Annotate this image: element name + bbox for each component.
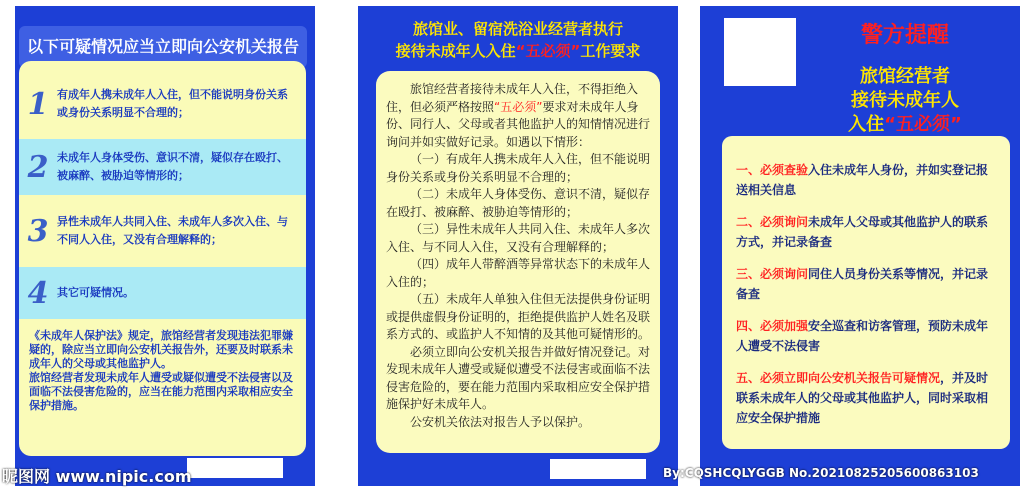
list-item bbox=[19, 267, 306, 319]
panel1-card bbox=[19, 61, 306, 456]
law-notice bbox=[29, 329, 299, 413]
rule-item bbox=[736, 160, 998, 200]
heading-quote: “五必须” bbox=[515, 42, 581, 60]
list-item bbox=[19, 139, 306, 195]
title-text: 入住 bbox=[848, 114, 885, 135]
intro-quote: “五必须” bbox=[494, 99, 543, 114]
law-paragraph: 旅馆经营者发现未成年人遭受或疑似遭受不法侵害以及面临不法侵害危险的，应当在能力范围内采取相应安全保护措施。 bbox=[29, 371, 293, 412]
case-item: （二）未成年人身体受伤、意识不清，疑似存在殴打、被麻醉、被胁迫等情形的； bbox=[386, 187, 651, 219]
panel3-card bbox=[722, 136, 1010, 449]
rule-text: 未成年人父母或其他监护人的联系方式，并记录备查 bbox=[736, 215, 989, 249]
blank-label-box bbox=[187, 458, 283, 478]
rule-item bbox=[736, 212, 998, 252]
rule-lead: 一、必须查验 bbox=[736, 163, 809, 177]
intro-text: 旅馆经营者接待未成年人入住，不得拒绝入住，但必须严格按照 bbox=[386, 82, 639, 114]
heading-text: 工作要求 bbox=[580, 42, 641, 60]
item-text: 异性未成年人共同入住、未成年人多次入住、与不同人入住，又没有合理解释的； bbox=[57, 215, 288, 246]
alert-title: 警方提醒 bbox=[860, 23, 949, 48]
panel2-heading: 旅馆业、留宿洗浴业经营者执行 bbox=[412, 20, 623, 38]
rule-text: 入住未成年人身份，并如实登记报送相关信息 bbox=[736, 163, 989, 197]
case-item: （三）异性未成年人共同入住、未成年人多次入住、与不同人入住，又没有合理解释的； bbox=[386, 222, 651, 254]
item-number: 4 bbox=[27, 275, 49, 311]
law-paragraph: 《未成年人保护法》规定，旅馆经营者发现违法犯罪嫌疑的，除应当立即向公安机关报告外，还要及时联系未成年人的父母或其他监护人。 bbox=[29, 329, 293, 370]
title-quote: “五必须” bbox=[884, 114, 962, 135]
closing-paragraph: 公安机关依法对报告人予以保护。 bbox=[410, 414, 591, 429]
watermark-right: By:CQSHCQLYGGB No.20210825205600863103 bbox=[663, 466, 979, 480]
rule-item bbox=[736, 264, 998, 304]
rule-lead: 二、必须询问 bbox=[736, 215, 809, 229]
rule-text: ，并及时联系未成年人的父母或其他监护人，同时采取相应安全保护措施 bbox=[736, 371, 989, 425]
panel1-title: 以下可疑情况应当立即向公安机关报告 bbox=[19, 26, 307, 68]
panel3-title-line bbox=[800, 110, 1010, 136]
blank-image-box bbox=[724, 18, 796, 86]
rule-text: 安全巡查和访客管理，预防未成年人遭受不法侵害 bbox=[736, 319, 989, 353]
panel2-body bbox=[386, 81, 652, 431]
list-item bbox=[19, 75, 306, 133]
item-number: 2 bbox=[27, 149, 49, 185]
intro-text: 要求对未成年人身份、同行人、父母或者其他监护人的知情情况进行询问并如实做好记录。如遇以下情形： bbox=[386, 99, 651, 149]
item-number: 3 bbox=[27, 213, 49, 249]
rule-item bbox=[736, 316, 998, 356]
blank-label-box bbox=[550, 459, 646, 479]
watermark-left: 昵图网 www.nipic.com bbox=[2, 467, 192, 486]
case-item: （一）有成年人携未成年人入住，但不能说明身份关系或身份关系明显不合理的； bbox=[386, 152, 651, 184]
item-number: 1 bbox=[27, 86, 49, 122]
panel3-title-line: 接待未成年人 bbox=[851, 90, 959, 111]
item-text: 其它可疑情况。 bbox=[57, 286, 134, 299]
poster-panel-requirements bbox=[358, 6, 678, 486]
panel2-card bbox=[376, 71, 660, 453]
item-text: 未成年人身体受伤、意识不清，疑似存在殴打、被麻醉、被胁迫等情形的； bbox=[57, 151, 288, 182]
panel3-title-line: 旅馆经营者 bbox=[860, 66, 950, 87]
closing-paragraph: 必须立即向公安机关报告并做好情况登记。对发现未成年人遭受或疑似遭受不法侵害或面临不法侵害危险的，要在能力范围内采取相应安全保护措施保护好未成年人。 bbox=[386, 344, 651, 411]
panel2-subheading bbox=[358, 40, 678, 61]
rule-lead: 五、必须立即向公安机关报告可疑情况 bbox=[736, 371, 941, 385]
case-item: （五）未成年人单独入住但无法提供身份证明或提供虚假身份证明的，拒绝提供监护人姓名及联系方式的、或监护人不知情的及其他可疑情形的。 bbox=[386, 292, 651, 341]
poster-panel-alert bbox=[700, 6, 1020, 486]
item-text: 有成年人携未成年人入住，但不能说明身份关系或身份关系明显不合理的； bbox=[57, 88, 288, 119]
poster-panel-report bbox=[15, 6, 315, 486]
rule-lead: 三、必须询问 bbox=[736, 267, 809, 281]
rule-item bbox=[736, 368, 998, 428]
intro-paragraph bbox=[386, 81, 652, 151]
rule-lead: 四、必须加强 bbox=[736, 319, 809, 333]
case-item: （四）成年人带醉酒等异常状态下的未成年人入住的； bbox=[386, 257, 651, 289]
rule-text: 同住人员身份关系等情况，并记录备查 bbox=[736, 267, 989, 301]
list-item bbox=[19, 201, 306, 261]
heading-text: 接待未成年人入住 bbox=[395, 42, 516, 60]
